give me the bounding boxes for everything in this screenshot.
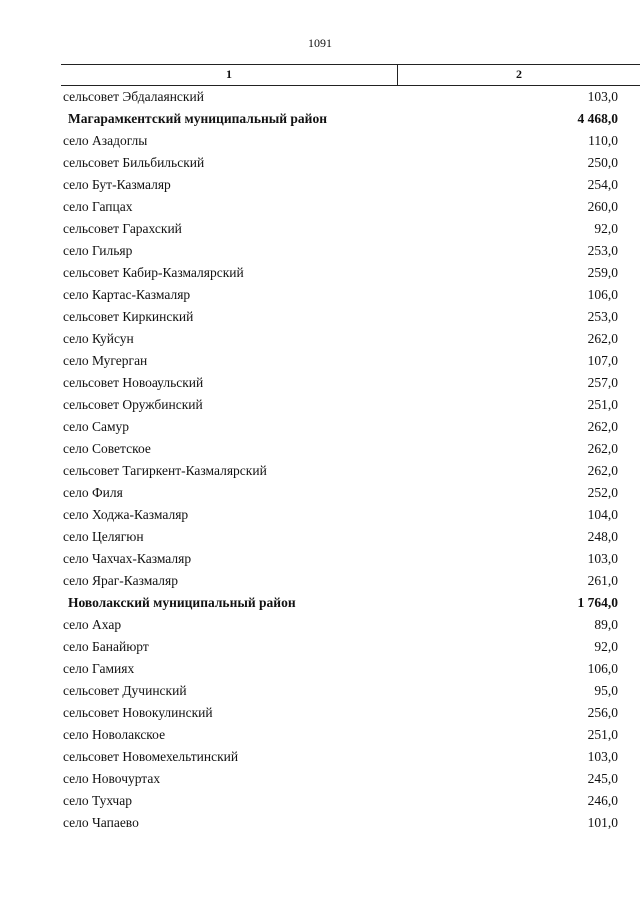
row-name: село Бут-Казмаляр [63,177,171,192]
row-name: село Гапцах [63,199,133,214]
district-total-row [61,592,640,614]
row-value: 253,0 [587,243,618,258]
row-name: село Тухчар [63,793,132,808]
row-name: село Яраг-Казмаляр [63,573,179,588]
row-value: 262,0 [587,463,618,478]
table-row [61,548,640,570]
column-header-1: 1 [226,67,232,81]
table-row [61,460,640,482]
table-row [61,328,640,350]
row-name: село Самур [63,419,130,434]
row-name: сельсовет Оружбинский [63,397,203,412]
row-value: 95,0 [594,683,618,698]
table-row [61,262,640,284]
table-row [61,482,640,504]
row-value: 260,0 [587,199,618,214]
table-row [61,724,640,746]
table-row [61,702,640,724]
row-value: 257,0 [587,375,618,390]
data-table [61,64,640,834]
row-name: село Гамиях [63,661,135,676]
row-name: село Куйсун [63,331,134,346]
row-value: 104,0 [587,507,618,522]
row-value: 262,0 [587,419,618,434]
row-name: село Мугерган [63,353,148,368]
row-name: Новолакский муниципальный район [68,595,296,610]
row-name: село Новолакское [63,727,166,742]
row-value: 253,0 [587,309,618,324]
table-row [61,350,640,372]
row-name: село Картас-Казмаляр [63,287,191,302]
table-row [61,504,640,526]
column-header-2: 2 [516,67,522,81]
row-value: 89,0 [594,617,618,632]
row-name: село Новочуртах [63,771,161,786]
row-name: сельсовет Новомехельтинский [63,749,239,764]
table-row [61,394,640,416]
row-value: 261,0 [587,573,618,588]
table-row [61,746,640,768]
row-value: 251,0 [587,727,618,742]
row-name: сельсовет Тагиркент-Казмалярский [63,463,267,478]
table-row [61,438,640,460]
row-name: село Азадоглы [63,133,148,148]
row-value: 251,0 [587,397,618,412]
table-row [61,218,640,240]
row-value: 107,0 [587,353,618,368]
row-value: 262,0 [587,331,618,346]
table-row [61,636,640,658]
table-header [61,64,640,86]
table-row [61,284,640,306]
table-row [61,416,640,438]
row-value: 256,0 [587,705,618,720]
table-row [61,152,640,174]
row-value: 103,0 [587,551,618,566]
table-body [61,86,640,834]
row-value: 92,0 [594,221,618,236]
row-value: 106,0 [587,287,618,302]
table-row [61,526,640,548]
row-name: село Советское [63,441,151,456]
row-name: сельсовет Гарахский [63,221,182,236]
page-number: 1091 [308,36,332,50]
row-name: село Банайюрт [63,639,149,654]
table-row [61,306,640,328]
row-value: 92,0 [594,639,618,654]
row-value: 1 764,0 [577,595,618,610]
row-name: село Целягюн [63,529,144,544]
row-name: сельсовет Киркинский [63,309,194,324]
row-name: село Филя [63,485,123,500]
row-value: 110,0 [588,133,618,148]
row-value: 106,0 [587,661,618,676]
row-value: 262,0 [587,441,618,456]
row-name: сельсовет Бильбильский [63,155,205,170]
row-name: сельсовет Новоаульский [63,375,204,390]
district-total-row [61,108,640,130]
row-value: 101,0 [587,815,618,830]
row-value: 245,0 [587,771,618,786]
table-row [61,174,640,196]
table-row [61,790,640,812]
table-row [61,658,640,680]
row-value: 250,0 [587,155,618,170]
row-value: 103,0 [587,749,618,764]
row-name: сельсовет Дучинский [63,683,187,698]
row-value: 254,0 [587,177,618,192]
row-value: 103,0 [587,89,618,104]
table-row [61,680,640,702]
row-value: 252,0 [587,485,618,500]
row-name: сельсовет Кабир-Казмалярский [63,265,244,280]
table-row [61,196,640,218]
row-value: 248,0 [587,529,618,544]
row-name: Магарамкентский муниципальный район [68,111,327,126]
row-name: село Ходжа-Казмаляр [63,507,189,522]
table-row [61,240,640,262]
table-row [61,86,640,108]
table-row [61,768,640,790]
row-name: село Чахчах-Казмаляр [63,551,192,566]
row-name: село Ахар [63,617,122,632]
row-value: 259,0 [587,265,618,280]
row-name: сельсовет Эбдалаянский [63,89,204,104]
table-row [61,570,640,592]
row-value: 4 468,0 [577,111,618,126]
table-row [61,372,640,394]
row-name: село Гильяр [63,243,133,258]
row-value: 246,0 [587,793,618,808]
row-name: сельсовет Новокулинский [63,705,213,720]
row-name: село Чапаево [63,815,139,830]
table-row [61,614,640,636]
table-row [61,130,640,152]
table-row [61,812,640,834]
